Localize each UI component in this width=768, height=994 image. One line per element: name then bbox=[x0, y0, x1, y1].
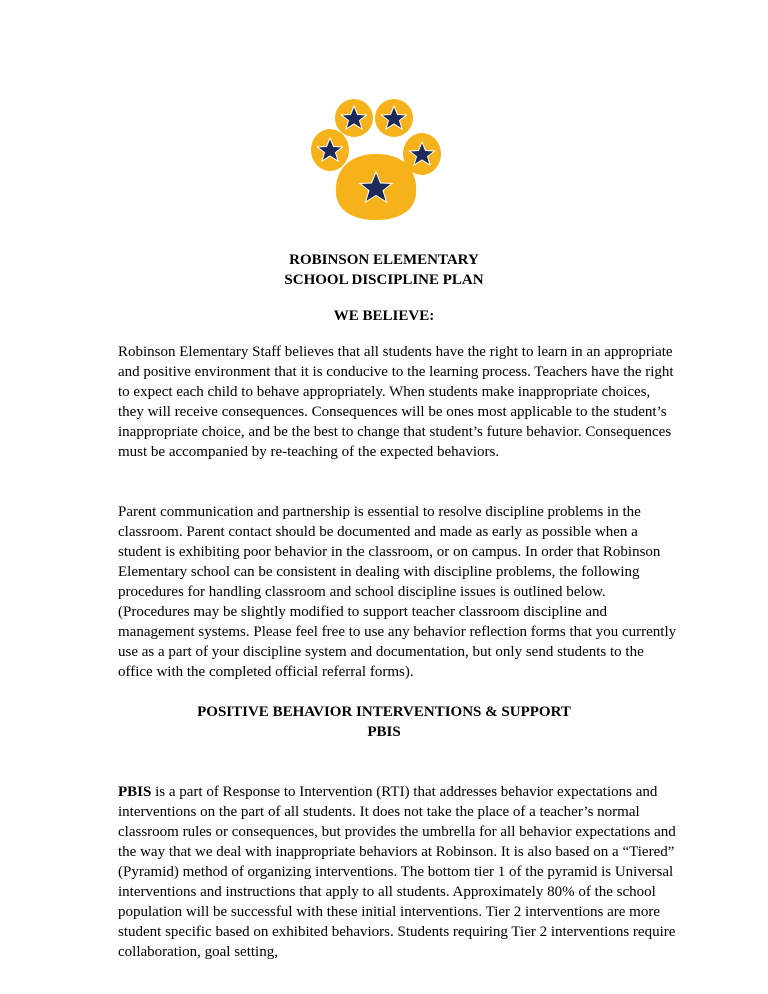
pbis-lead: PBIS bbox=[118, 784, 152, 800]
paw-print-logo bbox=[306, 96, 446, 220]
we-believe-paragraph-2: Parent communication and partnership is essential to resolve discipline problems in the classroom. Parent contact should be documented and made as early as possible when a student is exhibiting poor behavior in the classroom, or on campus. In order that Robinson Elementary school can be consistent in dealing with discipline problems, the following procedures for handling classroom and school discipline issues is outlined below. (Procedures may be slightly modified to support teacher classroom discipline and management systems. Please feel free to use any behavior reflection forms that you currently use as a part of your discipline system and documentation, but only send students to the office with the completed official referral forms). bbox=[118, 504, 677, 680]
document-title: SCHOOL DISCIPLINE PLAN bbox=[284, 272, 484, 288]
we-believe-paragraph-1: Robinson Elementary Staff believes that all students have the right to learn in an appropriate and positive environment that it is conducive to the learning process. Teachers have the right to expect each child to behave appropriately. When students make inappropriate choices, they will receive consequences. Consequences will be ones most applicable to the student’s inappropriate choice, and be the best to change that student’s future behavior. Consequences must be accompanied by re-teaching of the expected behaviors. bbox=[118, 344, 674, 460]
school-name: ROBINSON ELEMENTARY bbox=[289, 252, 479, 268]
pbis-heading: POSITIVE BEHAVIOR INTERVENTIONS & SUPPORT bbox=[197, 704, 571, 720]
pbis-text: is a part of Response to Intervention (RTI) that addresses behavior expectations and interventions on the part of all students. It does not take the place of a teacher’s normal classroom rules or consequences, but provides the umbrella for all behavior expectations and the way that we deal with inappropriate behaviors at Robinson. It is also based on a “Tiered” (Pyramid) method of organizing interventions. The bottom tier 1 of the pyramid is Universal interventions and instructions that apply to all students. Approximately 80% of the school population will be successful with these initial interventions. Tier 2 interventions are more student specific based on exhibited behaviors. Students requiring Tier 2 interventions require collaboration, goal setting, bbox=[118, 784, 676, 960]
we-believe-heading: WE BELIEVE: bbox=[333, 308, 435, 324]
pbis-acronym-heading: PBIS bbox=[367, 724, 401, 740]
pbis-paragraph bbox=[118, 782, 678, 962]
